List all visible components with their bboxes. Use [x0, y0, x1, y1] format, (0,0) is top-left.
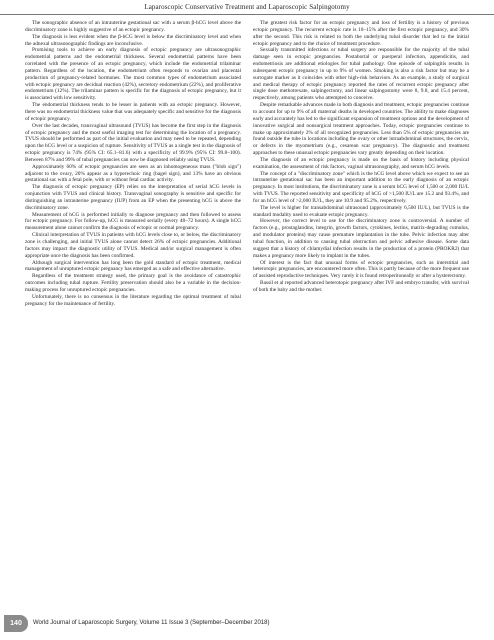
paragraph: Promising tools to achieve an early diagnosis of ectopic pregnancy are ultrasonographic endometrial patterns and the endometrial thickness. Several endometrial patterns have been correlated with the presence of an ectopic pregnancy, which include the endometrial trilaminar pattern. Regardless of the location, the endometrium often responds to ovarian and placental production of pregnancy-related hormones. The most common types of endometrium associated with ectopic pregnancy are decidual reaction (42%), secretory endometrium (22%), and proliferative endometrium (12%). The trilaminar pattern is specific for the diagnosis of ectopic pregnancy, but it is associated with low sensitivity. [25, 47, 241, 102]
paragraph: However, the correct level to use for the discriminatory zone is controversial. A number of factors (e.g., prostaglandins, integrin, growth factors, cytokines, lectins, matrix-degrading cumulus, and modulator proteins) may cause premature implantation in the tube. Pelvic infection may alter tubal function, in addition to causing tubal obstruction and pelvic adhesive disease. Some data suggest that a history of chlamydial infection results in the production of a protein (PROKR2) that makes a pregnancy more likely to implant in the tubes. [253, 218, 469, 259]
page-footer [0, 610, 494, 640]
paragraph: The endometrial thickness tends to be lesser in patients with an ectopic pregnancy. However, there was no endometrial thickness value that was adequately specific and sensitive for the diagnosis of ectopic pregnancy. [25, 102, 241, 122]
paragraph: Over the last decades, transvaginal ultrasound (TVUS) has become the first step in the diagnosis of ectopic pregnancy and the most useful imaging test for determining the location of a pregnancy. TVUS should be performed as part of the initial evaluation and may need to be repeated, depending upon the hCG level or a suspicion of rupture. Sensitivity of TVUS as a single test in the diagnosis of ectopic pregnancy is 74% (95% CI: 65.1–81.6) with a specificity of 99.9% (95% CI: 99.8–100). Between 87% and 99% of tubal pregnancies can now be diagnosed reliably using TVUS. [25, 122, 241, 163]
running-header [0, 0, 494, 15]
paragraph: Measurement of hCG is performed initially to diagnose pregnancy and then followed to assess for ectopic pregnancy. For follow-up, hCG is measured serially (every 48–72 hours). A single hCG measurement alone cannot confirm the diagnosis of ectopic or normal pregnancy. [25, 211, 241, 232]
paragraph: Approximately 60% of ectopic pregnancies are seen as an inhomogeneous mass ("blob sign") adjacent to the ovary, 20% appear as a hyperechoic ring (bagel sign), and 13% have an obvious gestational sac with a fetal pole, with or without fetal cardiac activity. [25, 163, 241, 184]
paragraph: Although surgical intervention has long been the gold standard of ectopic treatment, medical management of unruptured ectopic pregnancy has emerged as a safe and effective alternative. [25, 259, 241, 273]
paragraph: Clinical interpretation of TVUS in patients with hCG levels close to, or below, the discriminatory zone is challenging, and initial TVUS alone cannot detect 26% of ectopic pregnancies. Additional factors may impact the diagnostic utility of TVUS. Medical and/or surgical management is often appropriate once the diagnosis has been confirmed. [25, 232, 241, 259]
paragraph: Bassil et al reported advanced heterotopic pregnancy after IVF and embryo transfer, with survival of both the baby and the mother. [253, 280, 470, 293]
paragraph: Unfortunately, there is no consensus in the literature regarding the optimal treatment of tubal pregnancy for the maintenance of fertility. [25, 293, 241, 307]
paragraph: The sonographic absence of an intrauterine gestational sac with a serum β-hCG level above the discriminatory zone is highly suggestive of an ectopic pregnancy. [25, 20, 241, 33]
right-column [253, 20, 469, 294]
paragraph: The diagnosis of an ectopic pregnancy is made on the basis of history including physical examination, the assessment of risk factors, vaginal ultrasonography, and serum hCG levels. [253, 156, 469, 170]
paragraph: The level is higher for transabdominal ultrasound (approximately 6,500 IU/L), but TVUS is the standard modality used to evaluate ectopic pregnancy. [253, 204, 469, 218]
paragraph: The diagnosis of ectopic pregnancy (EP) relies on the interpretation of serial hCG levels in conjunction with TVUS and clinical history. Transvaginal sonography is sensitive and specific for distinguishing an intrauterine pregnancy (IUP) from an EP when the presenting hCG is above the discriminatory zone. [25, 184, 241, 211]
page-number: 140 [4, 615, 28, 632]
running-title: Laparoscopic Conservative Treatment and Laparoscopic Salpingotomy [144, 3, 350, 11]
journal-citation: World Journal of Laparoscopic Surgery, Volume 11 Issue 3 (September–December 2018) [33, 620, 270, 626]
paragraph: Of interest is the fact that unusual forms of ectopic pregnancies, such as interstitial and heterotopic pregnancies, are encountered more often. This is partly because of the more frequent use of assisted reproductive techniques. Very rarely it is found retroperitoneally or after a hysterectomy. [253, 259, 469, 280]
paragraph: The diagnosis is less evident when the β-hCG level is below the discriminatory level and when the adnexal ultrasonographic findings are inconclusive. [25, 33, 241, 47]
paragraph: Regardless of the treatment strategy used, the primary goal is the avoidance of catastrophic outcomes including tubal rupture. Fertility preservation should also be a variable in the decision-making process for unruptured ectopic pregnancies. [25, 273, 241, 293]
paragraph: Sexually transmitted infections or tubal surgery are responsible for the majority of the tubal damage seen in ectopic pregnancies. Postabortal or puerperal infection, appendicitis, and endometriosis are additional etiologies for tubal pathology. One episode of salpingitis results in subsequent ectopic pregnancy in up to 9% of women. Smoking is also a risk factor but may be a surrogate marker as it coincides with other high-risk behaviors. As an example, a study of surgical and medical therapy of ectopic pregnancy reported the rates of recurrent ectopic pregnancy after single dose methotrexate, salpingectomy, and linear salpingostomy were 8, 9.8, and 15.4 percent, respectively, among patients who attempted to conceive. [253, 47, 469, 102]
paragraph: The greatest risk factor for an ectopic pregnancy and loss of fertility is a history of previous ectopic pregnancy. The recurrent ectopic rate is 10–15% after the first ectopic pregnancy, and 30% after the second. This risk is related to both the underlying tubal disorder that led to the initial ectopic pregnancy and to the choice of treatment procedure. [253, 20, 469, 47]
left-column [25, 20, 241, 307]
paragraph: Despite remarkable advances made in both diagnosis and treatment, ectopic pregnancies continue to account for up to 9% of all maternal deaths in developed countries. The ability to make diagnoses early and accurately has led to the significant expansion of treatment options and the development of innovative surgical and nonsurgical treatment approaches. Today, ectopic pregnancies continue to make up approximately 2% of all recognized pregnancies. Less than 5% of ectopic pregnancies are found outside the tube in locations including the ovary or other intraabdominal structures, the cervix, or defects in the myometrium (e.g., cesarean scar pregnancy). The diagnostic and treatment approaches to these unusual ectopic pregnancies vary greatly depending on their location. [253, 102, 469, 157]
paragraph: The concept of a "discriminatory zone" which is the hCG level above which we expect to see an intrauterine gestational sac has been an important addition to the early diagnosis of an ectopic pregnancy. In most institutions, the discriminatory zone is a serum hCG level of 1,500 or 2,000 IU/L with TVUS. The reported sensitivity and specificity of hCG of >1,500 IU/L are 15.2 and 93.4%, and for an hCG level of >2,000 IU/L, they are 10.9 and 95.2%, respectively. [253, 170, 469, 204]
